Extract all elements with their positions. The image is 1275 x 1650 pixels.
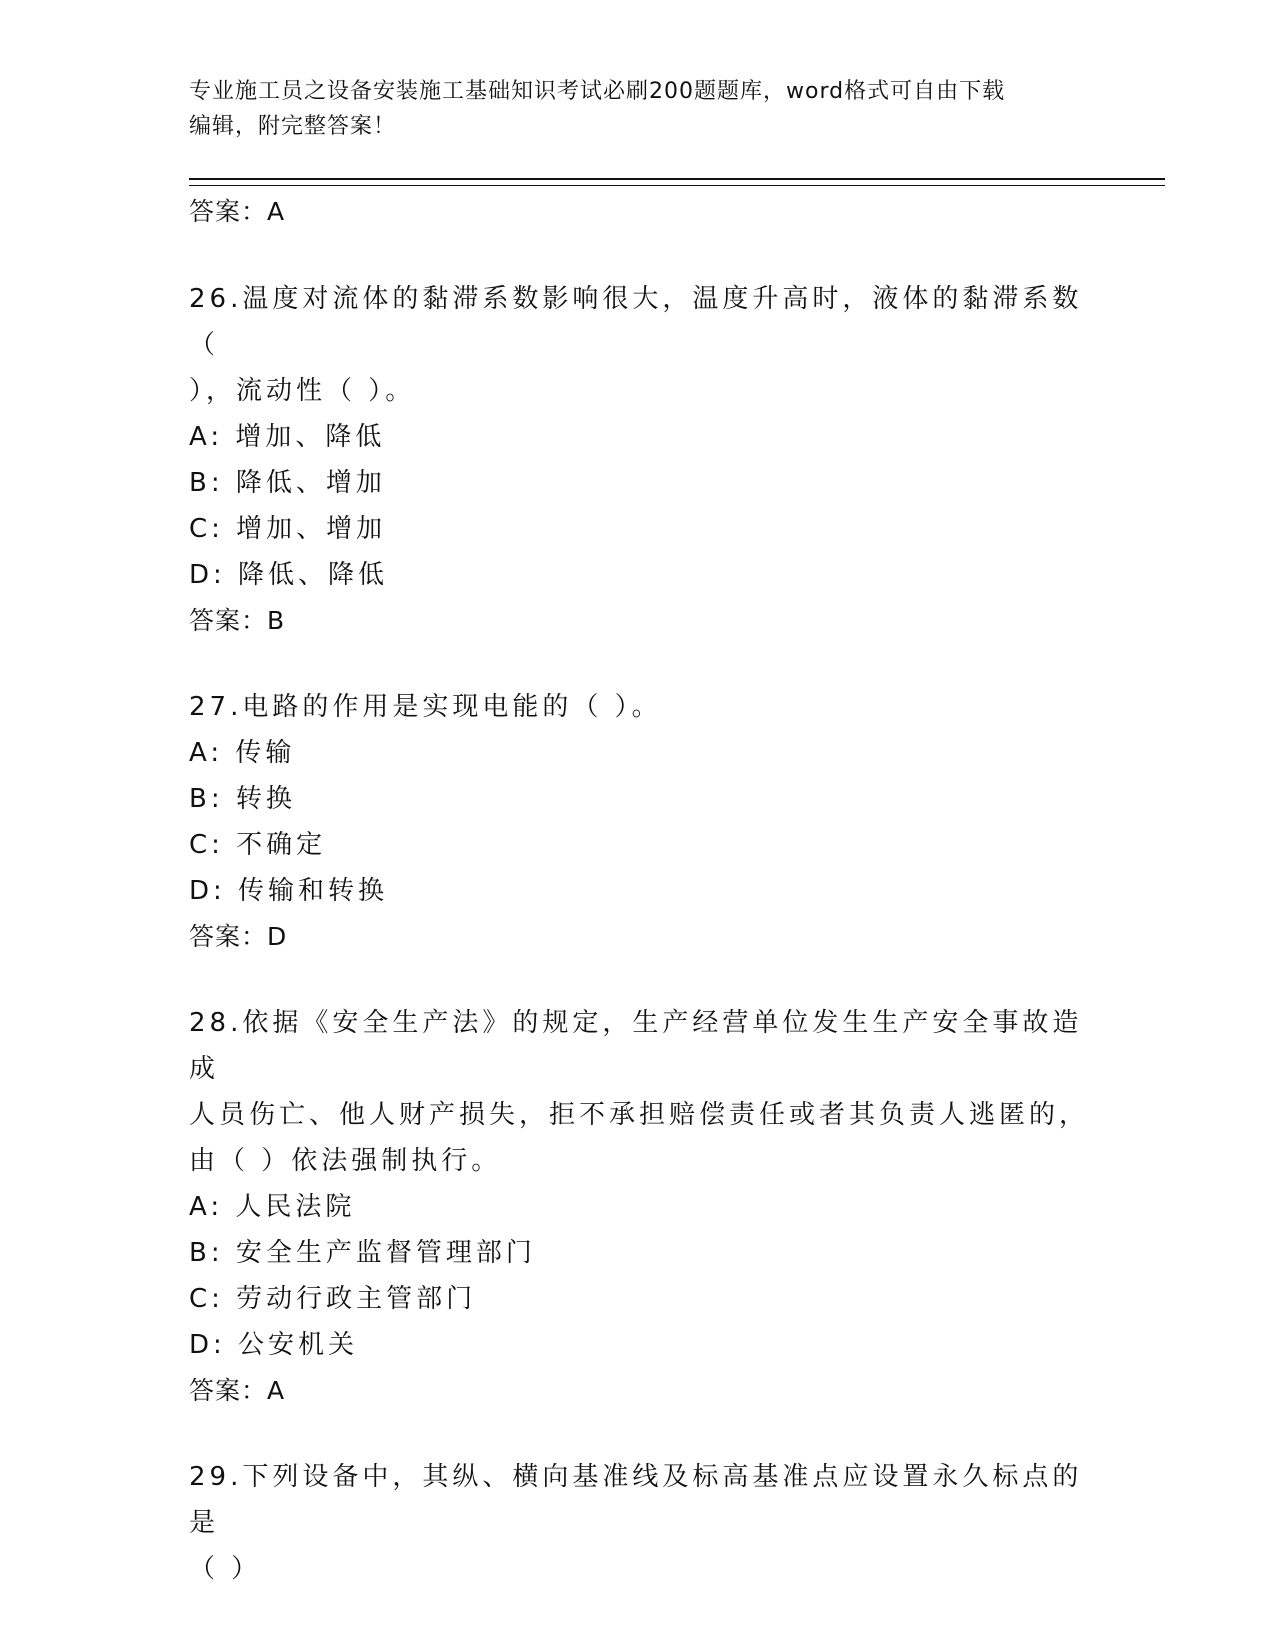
- question-26: [189, 276, 1089, 644]
- answer-line: 答案：B: [189, 606, 286, 635]
- question-text-line: 29.下列设备中，其纵、横向基准线及标高基准点应设置永久标点的是: [189, 1462, 1083, 1538]
- option-c: C: 不确定: [189, 830, 327, 860]
- question-29: [189, 1454, 1089, 1592]
- option-d: D: 降低、降低: [189, 560, 389, 590]
- option-a: A: 传输: [189, 738, 296, 768]
- option-b: B: 转换: [189, 784, 296, 814]
- option-b: B: 降低、增加: [189, 468, 386, 498]
- question-text-line: （ ）: [189, 1554, 262, 1584]
- question-list: [189, 189, 1089, 1592]
- question-28: [189, 1000, 1089, 1414]
- answer-line: 答案：A: [189, 197, 286, 226]
- option-b: B: 安全生产监督管理部门: [189, 1238, 536, 1268]
- question-text-line: 27.电路的作用是实现电能的（ ）。: [189, 692, 662, 722]
- header-divider: [189, 178, 1165, 186]
- option-a: A: 增加、降低: [189, 422, 386, 452]
- option-c: C: 劳动行政主管部门: [189, 1284, 477, 1314]
- question-text-line: 28.依据《安全生产法》的规定，生产经营单位发生生产安全事故造成: [189, 1008, 1083, 1084]
- option-d: D: 传输和转换: [189, 876, 389, 906]
- option-a: A: 人民法院: [189, 1192, 356, 1222]
- answer-line: 答案：D: [189, 922, 288, 951]
- header-line-1: 专业施工员之设备安装施工基础知识考试必刷200题题库，word格式可自由下载: [189, 79, 1006, 104]
- option-d: D: 公安机关: [189, 1330, 359, 1360]
- question-text-line: 人员伤亡、他人财产损失，拒不承担赔偿责任或者其负责人逃匿的，: [189, 1100, 1090, 1130]
- option-c: C: 增加、增加: [189, 514, 387, 544]
- question-27: [189, 684, 1089, 960]
- header-line-2: 编辑，附完整答案！: [189, 114, 397, 139]
- question-text-line: 26.温度对流体的黏滞系数影响很大，温度升高时，液体的黏滞系数（: [189, 284, 1083, 360]
- question-text-line: ），流动性（ ）。: [189, 376, 416, 406]
- answer-line: 答案：A: [189, 1376, 286, 1405]
- question-text-line: 由（ ）依法强制执行。: [189, 1146, 502, 1176]
- page-header: [189, 74, 1089, 144]
